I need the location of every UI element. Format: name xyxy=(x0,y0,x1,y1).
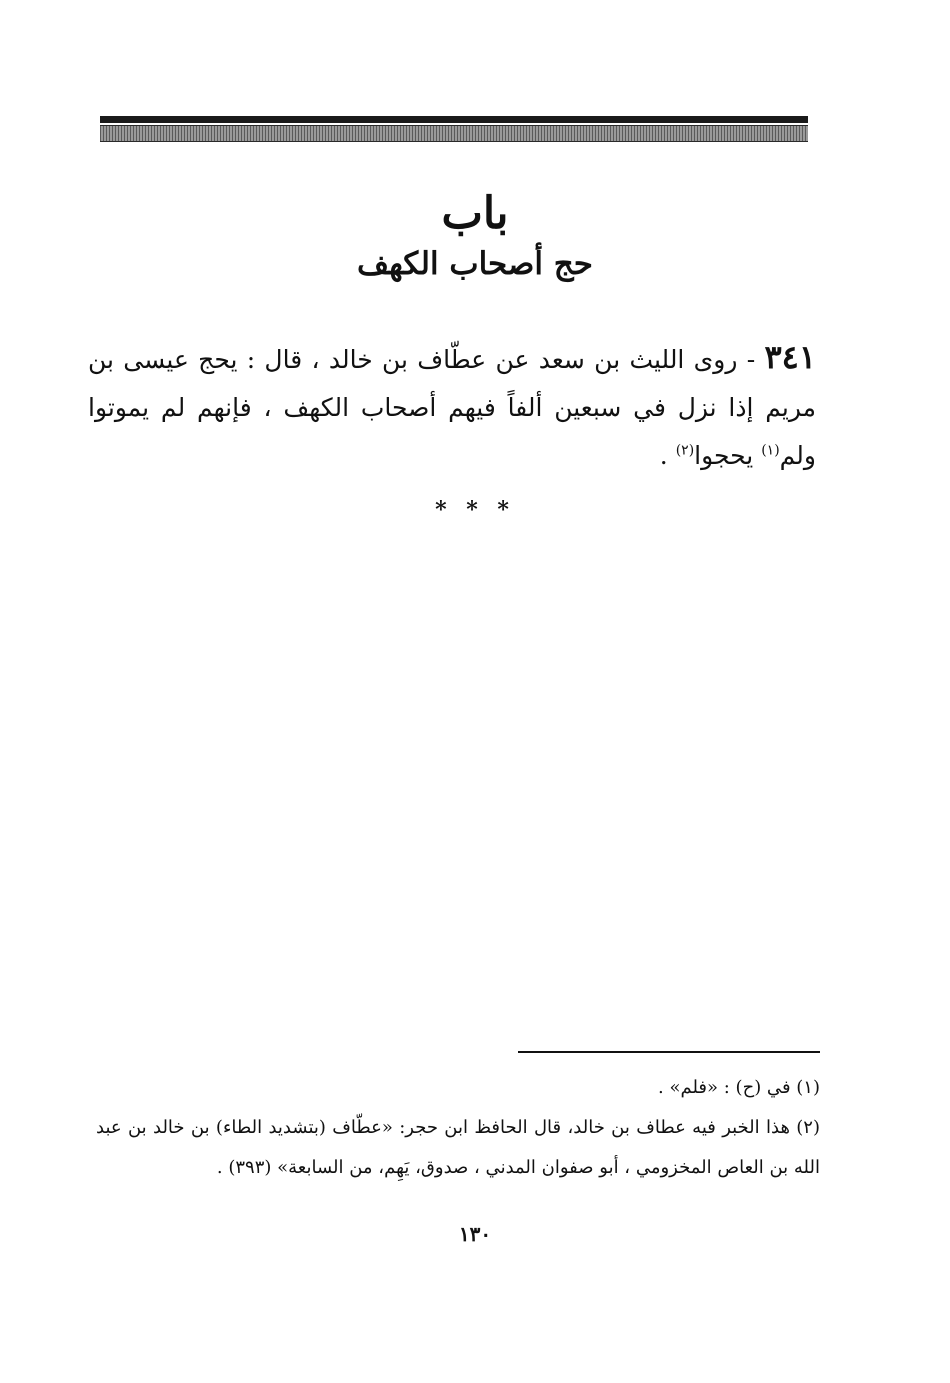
chapter-title: حج أصحاب الكهف xyxy=(357,246,593,282)
narration-number: ٣٤١ xyxy=(764,338,816,376)
header-rule-thick-line xyxy=(100,116,808,123)
header-rule xyxy=(100,116,808,142)
header-rule-hatched-band xyxy=(100,125,808,142)
narration-paragraph xyxy=(88,333,816,480)
footnote-divider xyxy=(518,1051,820,1053)
footnote-1: (١) في (ح) : «فلم» . xyxy=(658,1077,820,1098)
chapter-heading: باب xyxy=(441,188,509,239)
footnote-marker-1: (١) xyxy=(761,442,780,459)
footnotes xyxy=(96,1068,820,1188)
section-separator: * * * xyxy=(435,497,515,523)
footnote-marker-2: (٢) xyxy=(675,442,695,459)
narration-text: روى الليث بن سعد عن عطّاف بن خالد ، قال : يحج عيسى بن مريم إذا نزل في سبعين ألفاً فيهم أصحاب الكهف ، فإنهم لم يموتوا ولم xyxy=(88,345,816,470)
page-number: ١٣٠ xyxy=(458,1222,492,1246)
narration-dash: - xyxy=(737,345,765,374)
narration-text-end: يحجوا xyxy=(694,441,762,470)
narration-period: . xyxy=(659,441,676,470)
footnote-2: (٢) هذا الخبر فيه عطاف بن خالد، قال الحافظ ابن حجر: «عطّاف (بتشديد الطاء) بن خالد بن عبد الله بن العاص المخزومي ، أبو صفوان المدني ، صدوق، يَهِم، من السابعة» (٣٩٣) . xyxy=(96,1117,820,1178)
